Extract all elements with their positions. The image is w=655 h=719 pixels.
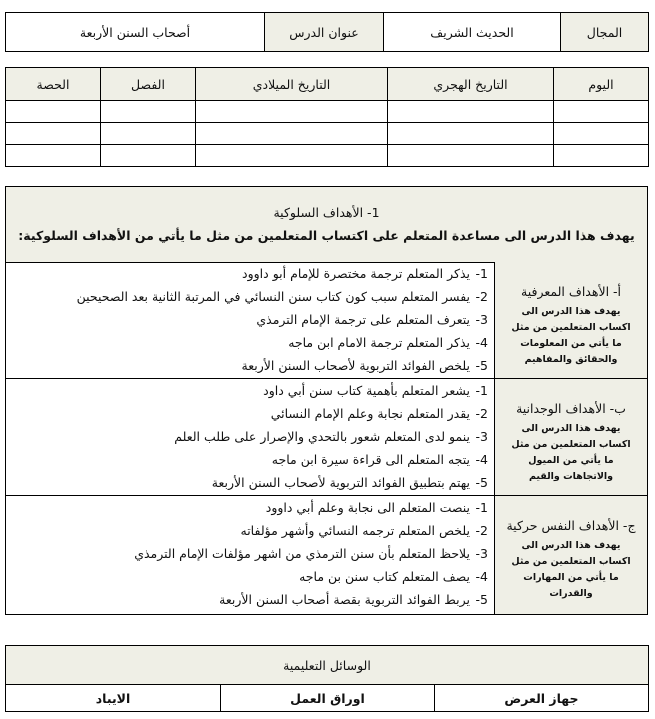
objective-item: 5-يلخص الفوائد التربوية لأصحاب السنن الأربعة [241, 358, 488, 373]
table-cell[interactable] [388, 123, 554, 145]
table-cell[interactable] [196, 145, 388, 167]
section-description: يهدف هذا الدرس الى اكساب المتعلمين من مثل ما يأتي من المعلومات والحقائق والمفاهيم [511, 306, 631, 365]
objective-item: 2-يلخص المتعلم ترجمه النسائي وأشهر مؤلفاته [240, 523, 488, 538]
objective-item: 3-يلاحظ المتعلم بأن سنن الترمذي من اشهر مؤلفات الإمام الترمذي [134, 546, 488, 561]
period-header: الحصة [6, 68, 101, 101]
table-row [6, 123, 649, 145]
section-heading: أ- الأهداف المعرفية [521, 284, 621, 299]
section-heading: ب- الأهداف الوجدانية [516, 401, 626, 416]
day-header: اليوم [554, 68, 649, 101]
field-label: المجال [561, 13, 649, 52]
objective-item: 4-يصف المتعلم كتاب سنن بن ماجه [299, 569, 488, 584]
objective-item: 4-يذكر المتعلم ترجمة الامام ابن ماجه [288, 335, 488, 350]
objective-item: 2-يفسر المتعلم سبب كون كتاب سنن النسائي في المرتبة الثانية بعد الصحيحين [76, 289, 488, 304]
objective-item: 4-يتجه المتعلم الى قراءة سيرة ابن ماجه [271, 452, 488, 467]
lesson-title-label: عنوان الدرس [265, 13, 384, 52]
table-cell[interactable] [101, 123, 196, 145]
table-cell[interactable] [388, 101, 554, 123]
table-cell[interactable] [6, 101, 101, 123]
objective-item: 3-يتعرف المتعلم على ترجمة الإمام الترمذي [256, 312, 488, 327]
affective-objectives [6, 379, 647, 496]
schedule-table [5, 67, 649, 167]
objective-item: 2-يقدر المتعلم نجابة وعلم الإمام النسائي [270, 406, 488, 421]
table-row [6, 145, 649, 167]
teaching-aids-table [5, 645, 649, 712]
class-header: الفصل [101, 68, 196, 101]
aid-item: اوراق العمل [221, 685, 435, 712]
lesson-title-value: أصحاب السنن الأربعة [6, 13, 265, 52]
gregorian-date-header: التاريخ الميلادي [196, 68, 388, 101]
objective-item: 1-يذكر المتعلم ترجمة مختصرة للإمام أبو داوود [242, 266, 488, 281]
objective-item: 1-ينصت المتعلم الى نجابة وعلم أبي داوود [265, 500, 488, 515]
cognitive-objectives [6, 262, 647, 379]
table-cell[interactable] [196, 101, 388, 123]
table-cell[interactable] [554, 101, 649, 123]
table-cell[interactable] [6, 145, 101, 167]
table-cell[interactable] [101, 101, 196, 123]
objectives-intro: يهدف هذا الدرس الى مساعدة المتعلم على اكتساب المتعلمين من مثل ما يأتي من الأهداف السلوكية: [18, 228, 635, 243]
objective-item: 3-ينمو لدى المتعلم شعور بالتحدي والإصرار على طلب العلم [174, 429, 488, 444]
aid-item: جهاز العرض [435, 685, 649, 712]
table-cell[interactable] [554, 123, 649, 145]
table-cell[interactable] [388, 145, 554, 167]
objective-item: 5-يربط الفوائد التربوية بقصة أصحاب السنن الأربعة [219, 592, 488, 607]
table-row [6, 101, 649, 123]
objectives-header [6, 187, 647, 263]
objectives-title: 1- الأهداف السلوكية [273, 205, 380, 220]
psychomotor-objectives [6, 496, 647, 614]
hijri-date-header: التاريخ الهجري [388, 68, 554, 101]
objectives-box [5, 186, 648, 615]
section-description: يهدف هذا الدرس الى اكساب المتعلمين من مثل ما يأتي من الميول والاتجاهات والقيم [511, 423, 631, 482]
table-cell[interactable] [6, 123, 101, 145]
section-label [494, 379, 647, 495]
table-cell[interactable] [196, 123, 388, 145]
section-label [494, 262, 647, 378]
section-heading: ج- الأهداف النفس حركية [506, 518, 636, 533]
table-cell[interactable] [554, 145, 649, 167]
aid-item: الايباد [6, 685, 221, 712]
lesson-info-table [5, 12, 649, 52]
field-value: الحديث الشريف [384, 13, 561, 52]
table-cell[interactable] [101, 145, 196, 167]
section-description: يهدف هذا الدرس الى اكساب المتعلمين من مثل ما يأتي من المهارات والقدرات [511, 540, 631, 599]
objective-item: 5-يهتم بتطبيق الفوائد التربوية لأصحاب السنن الأربعة [211, 475, 488, 490]
section-label [494, 496, 647, 614]
teaching-aids-title: الوسائل التعليمية [6, 646, 649, 685]
objective-item: 1-يشعر المتعلم بأهمية كتاب سنن أبي داود [263, 383, 488, 398]
